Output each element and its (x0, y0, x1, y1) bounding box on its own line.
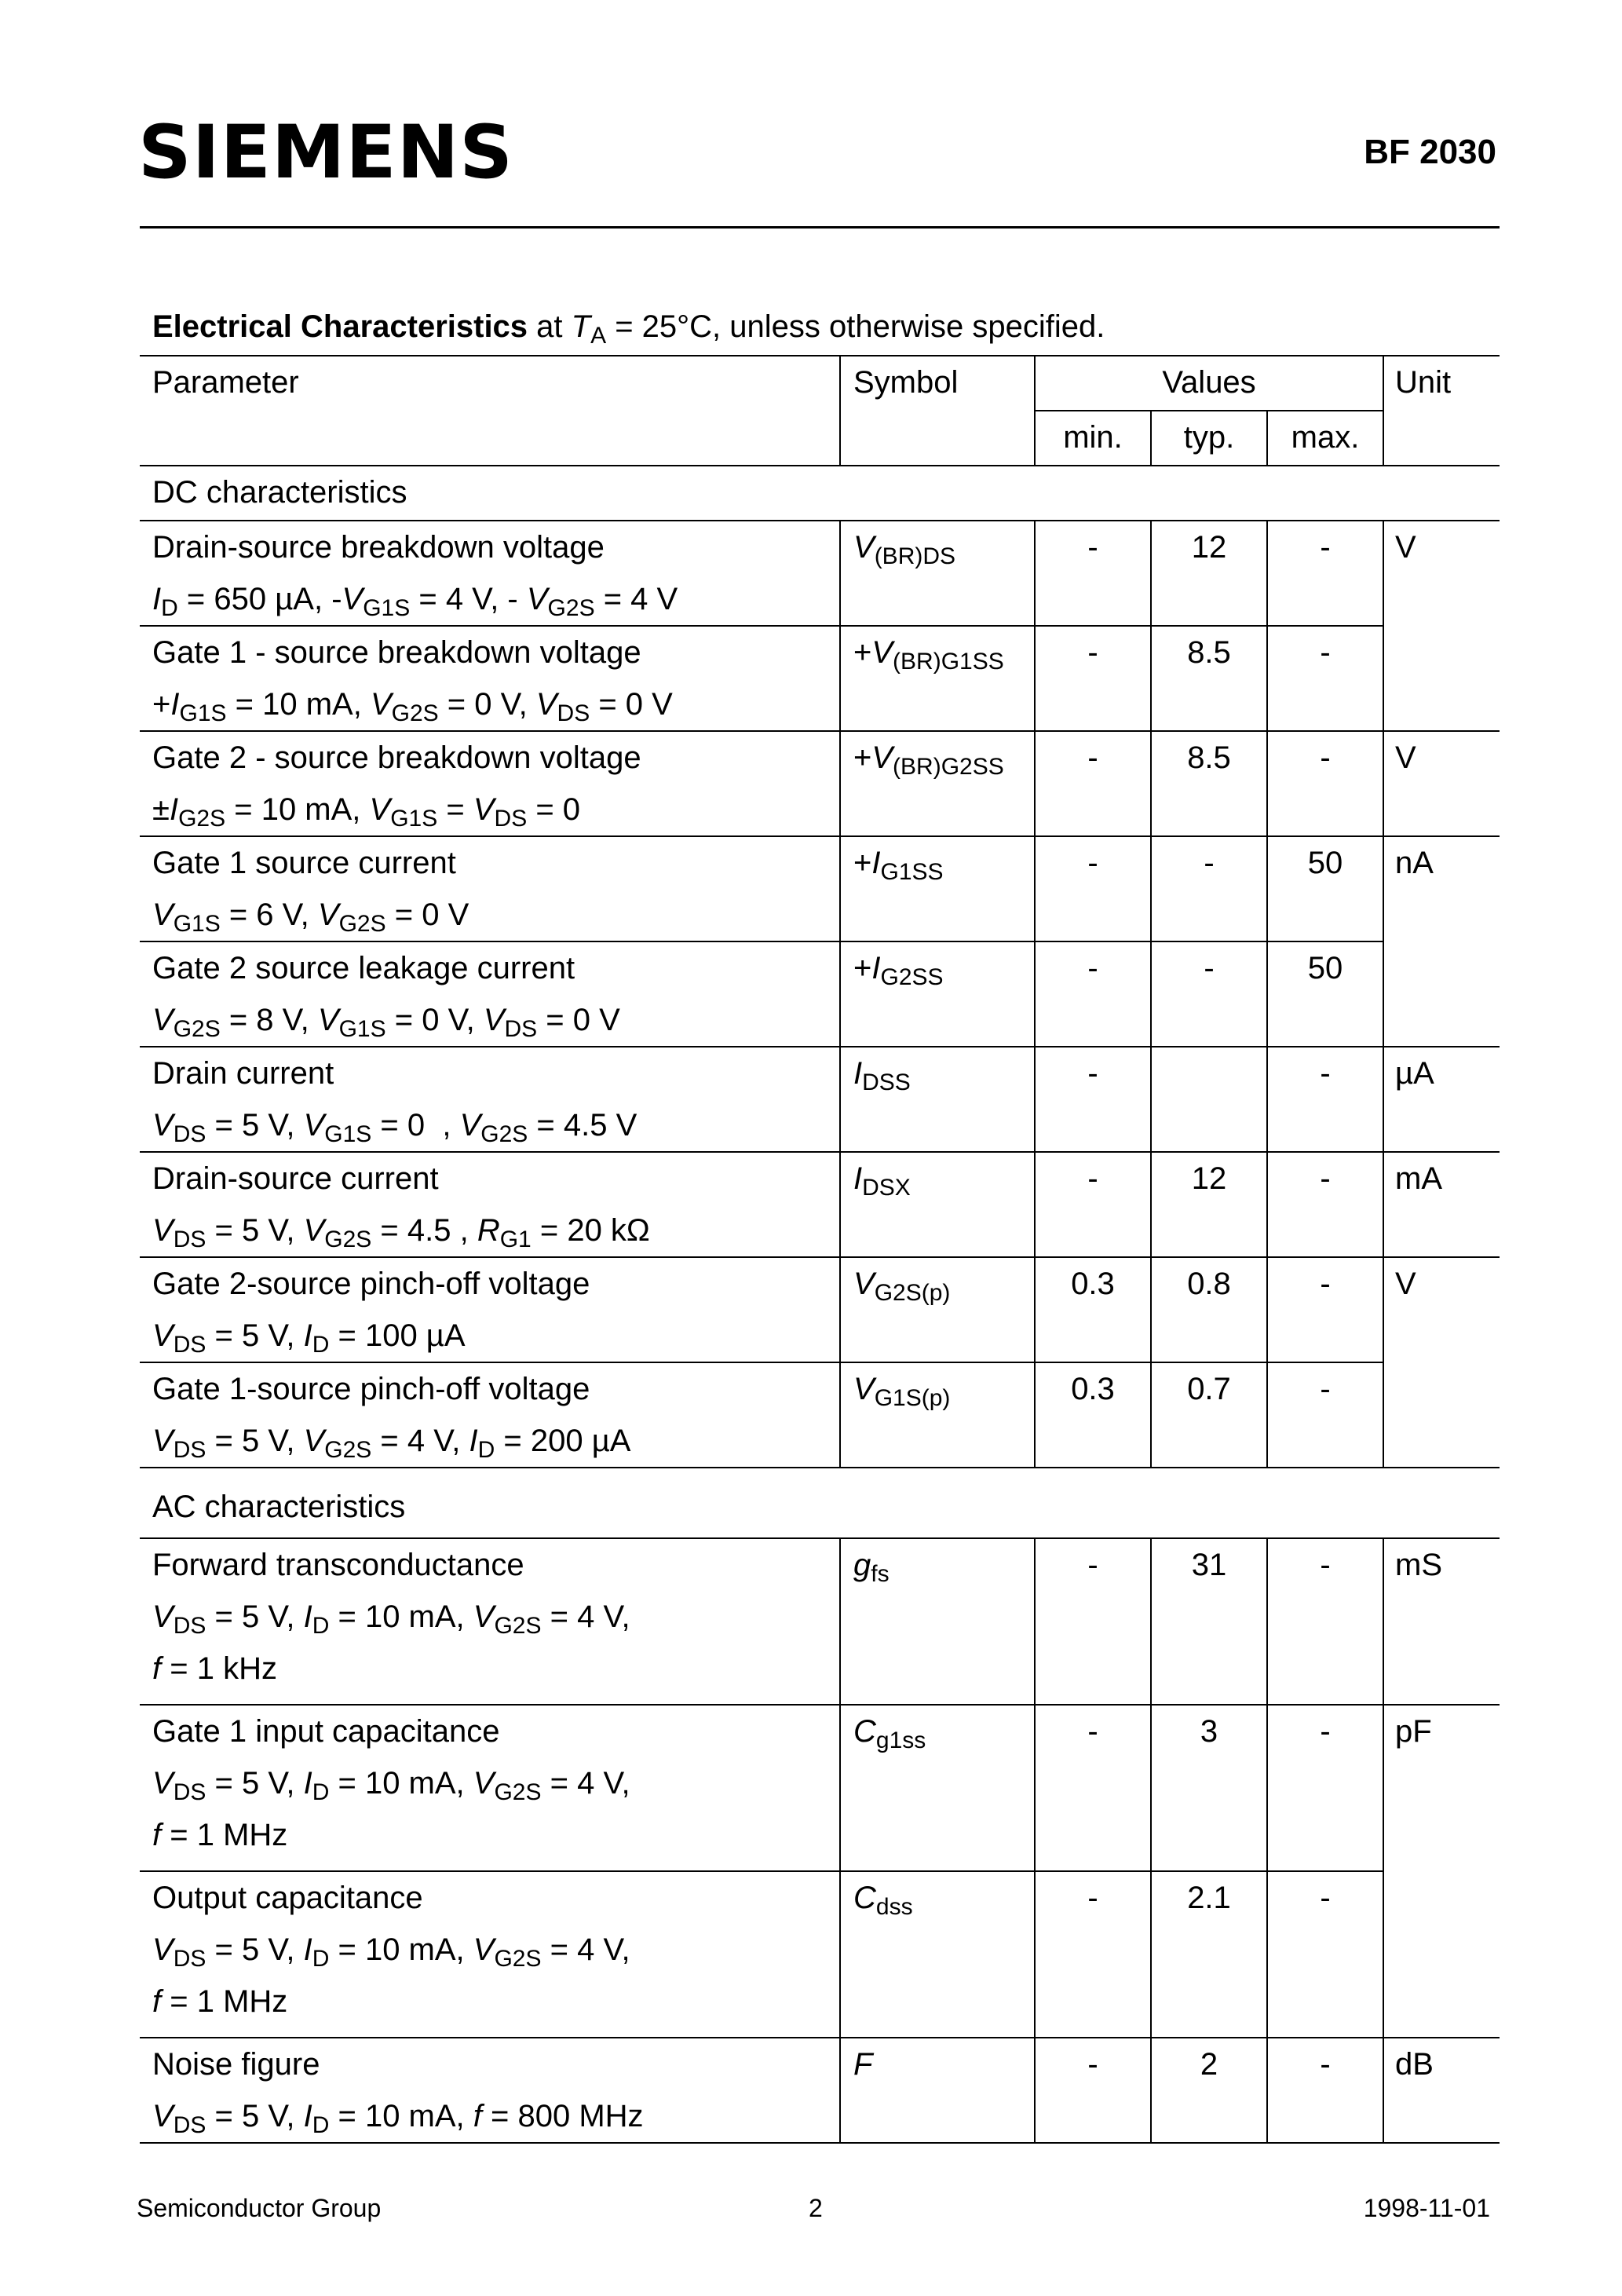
param-name: Drain current (152, 1056, 334, 1091)
param-conditions: f = 1 MHz (152, 1984, 288, 2019)
param-conditions: $V_{G1S} = 6$ V, $V_{G2S} = 0$ V (152, 898, 469, 937)
value-typ: 2 (1200, 2047, 1218, 2082)
value-min: - (1087, 1548, 1098, 1582)
value-max: - (1320, 635, 1331, 670)
header-symbol: Symbol (840, 356, 1035, 466)
param-conditions: $V_{DS} = 5$ V, $I_D = 10$ mA, $V_{G2S} = 4$ V, (152, 1600, 630, 1639)
unit: V (1395, 530, 1416, 565)
value-typ: 31 (1191, 1548, 1227, 1582)
param-name: Gate 2 - source breakdown voltage (152, 740, 641, 775)
symbol: $+V_{(BR)G2SS}$ (853, 740, 1004, 780)
value-typ: - (1204, 951, 1215, 985)
value-max: - (1320, 1881, 1331, 1915)
param-conditions: $+I_{G1S} = 10$ mA, $V_{G2S} = 0$ V, $V_{DS} = 0$ V (152, 687, 673, 726)
param-name: Noise figure (152, 2047, 320, 2082)
header-unit: Unit (1383, 356, 1500, 466)
header-rule (140, 226, 1500, 229)
value-max: - (1320, 1267, 1331, 1301)
value-max: - (1320, 740, 1331, 775)
ac-section-title: AC characteristics (140, 1468, 1500, 1538)
header-max: max. (1267, 411, 1383, 466)
value-min: - (1087, 1056, 1098, 1091)
param-name: Drain-source current (152, 1161, 439, 1196)
table-row (140, 1705, 1500, 1871)
param-conditions: $V_{DS} = 5$ V, $I_D = 10$ mA, $V_{G2S} = 4$ V, (152, 1766, 630, 1805)
symbol: $g_{fs}$ (853, 1548, 890, 1587)
table-row (140, 941, 1500, 1047)
symbol: $V_{G1S(p)}$ (853, 1372, 951, 1411)
value-max: 50 (1307, 846, 1343, 880)
symbol: $+I_{G2SS}$ (853, 951, 944, 990)
value-max: - (1320, 2047, 1331, 2082)
unit: pF (1395, 1714, 1432, 1749)
unit: nA (1395, 846, 1434, 880)
value-min: - (1087, 530, 1098, 565)
value-max: - (1320, 1548, 1331, 1582)
value-min: - (1087, 1714, 1098, 1749)
param-conditions: f = 1 MHz (152, 1818, 288, 1852)
param-conditions: $\pm I_{G2S} = 10$ mA, $V_{G1S} = V_{DS} = 0$ (152, 792, 581, 832)
value-min: - (1087, 1881, 1098, 1915)
param-conditions: f = 1 kHz (152, 1651, 277, 1686)
param-conditions: $V_{DS} = 5$ V, $V_{G2S} = 4$ V, $I_D = 200$ µA (152, 1424, 631, 1463)
unit: dB (1395, 2047, 1434, 2082)
param-name: Gate 1 input capacitance (152, 1714, 500, 1749)
value-max: - (1320, 1372, 1331, 1406)
table-row (140, 2038, 1500, 2143)
electrical-characteristics-table (140, 355, 1500, 2144)
table-row (140, 836, 1500, 941)
value-typ: 0.8 (1187, 1267, 1231, 1301)
value-min: - (1087, 951, 1098, 985)
table-row (140, 1257, 1500, 1362)
table-row (140, 521, 1500, 626)
unit: mS (1395, 1548, 1443, 1582)
value-typ: 12 (1191, 1161, 1227, 1196)
param-conditions: $V_{DS} = 5$ V, $V_{G1S} = 0$ , $V_{G2S} = 4.5$ V (152, 1108, 637, 1147)
table-row (140, 626, 1500, 731)
param-name: Output capacitance (152, 1881, 423, 1915)
value-max: - (1320, 1714, 1331, 1749)
symbol: $I_{DSX}$ (853, 1161, 911, 1201)
param-conditions: $V_{G2S} = 8$ V, $V_{G1S} = 0$ V, $V_{DS} = 0$ V (152, 1003, 620, 1042)
value-typ: 0.7 (1187, 1372, 1231, 1406)
value-typ: 12 (1191, 530, 1227, 565)
symbol: $C_{g1ss}$ (853, 1714, 926, 1753)
param-conditions: $V_{DS} = 5$ V, $I_D = 100$ µA (152, 1318, 466, 1358)
table-row (140, 1047, 1500, 1152)
value-typ: 8.5 (1187, 740, 1231, 775)
param-conditions: $V_{DS} = 5$ V, $I_D = 10$ mA, $V_{G2S} = 4$ V, (152, 1932, 630, 1972)
value-typ: 3 (1200, 1714, 1218, 1749)
symbol: $I_{DSS}$ (853, 1056, 911, 1095)
value-min: 0.3 (1071, 1267, 1115, 1301)
footer-left: Semiconductor Group (137, 2194, 382, 2222)
symbol: F (853, 2047, 873, 2082)
value-max: - (1320, 1161, 1331, 1196)
dc-section-title: DC characteristics (140, 466, 1500, 521)
param-name: Gate 1 - source breakdown voltage (152, 635, 641, 670)
footer-date: 1998-11-01 (1363, 2194, 1490, 2222)
param-conditions: $I_D = 650$ µA, $-V_{G1S} = 4$ V, - $V_{G2S} = 4$ V (152, 582, 678, 621)
symbol: $C_{dss}$ (853, 1881, 913, 1920)
unit: µA (1395, 1056, 1434, 1091)
value-min: - (1087, 740, 1098, 775)
symbol: $+V_{(BR)G1SS}$ (853, 635, 1004, 675)
param-conditions: $V_{DS} = 5$ V, $I_D = 10$ mA, f = 800 MHz (152, 2099, 644, 2138)
value-typ: 2.1 (1187, 1881, 1231, 1915)
value-max: 50 (1307, 951, 1343, 985)
symbol: $V_{G2S(p)}$ (853, 1267, 951, 1306)
symbol: $+I_{G1SS}$ (853, 846, 944, 885)
unit: V (1395, 1267, 1416, 1301)
value-min: 0.3 (1071, 1372, 1115, 1406)
table-row (140, 731, 1500, 836)
header-parameter: Parameter (152, 365, 299, 400)
param-name: Drain-source breakdown voltage (152, 530, 605, 565)
header-min: min. (1035, 411, 1151, 466)
table-row (140, 1871, 1500, 2038)
unit: mA (1395, 1161, 1443, 1196)
value-max: - (1320, 1056, 1331, 1091)
value-max: - (1320, 530, 1331, 565)
value-min: - (1087, 2047, 1098, 2082)
unit: V (1395, 740, 1416, 775)
value-min: - (1087, 1161, 1098, 1196)
param-name: Forward transconductance (152, 1548, 524, 1582)
symbol: $V_{(BR)DS}$ (853, 530, 956, 569)
footer-page-number: 2 (809, 2194, 823, 2222)
part-number: BF 2030 (1364, 133, 1496, 171)
param-name: Gate 2 source leakage current (152, 951, 575, 985)
header-typ: typ. (1151, 411, 1267, 466)
section-title: Electrical Characteristics at $T_A = 25^\circ C$, unless otherwise specified. (152, 309, 1105, 349)
header-values: Values (1035, 356, 1383, 411)
table-row (140, 1538, 1500, 1705)
param-conditions: $V_{DS} = 5$ V, $V_{G2S} = 4.5$ , $R_{G1} = 20$ kΩ (152, 1213, 650, 1252)
value-typ: 8.5 (1187, 635, 1231, 670)
param-name: Gate 1-source pinch-off voltage (152, 1372, 590, 1406)
table-row (140, 1152, 1500, 1257)
table-row (140, 1362, 1500, 1468)
value-typ: - (1204, 846, 1215, 880)
value-min: - (1087, 846, 1098, 880)
value-min: - (1087, 635, 1098, 670)
param-name: Gate 2-source pinch-off voltage (152, 1267, 590, 1301)
param-name: Gate 1 source current (152, 846, 456, 880)
siemens-logo: SIEMENS (138, 110, 514, 196)
